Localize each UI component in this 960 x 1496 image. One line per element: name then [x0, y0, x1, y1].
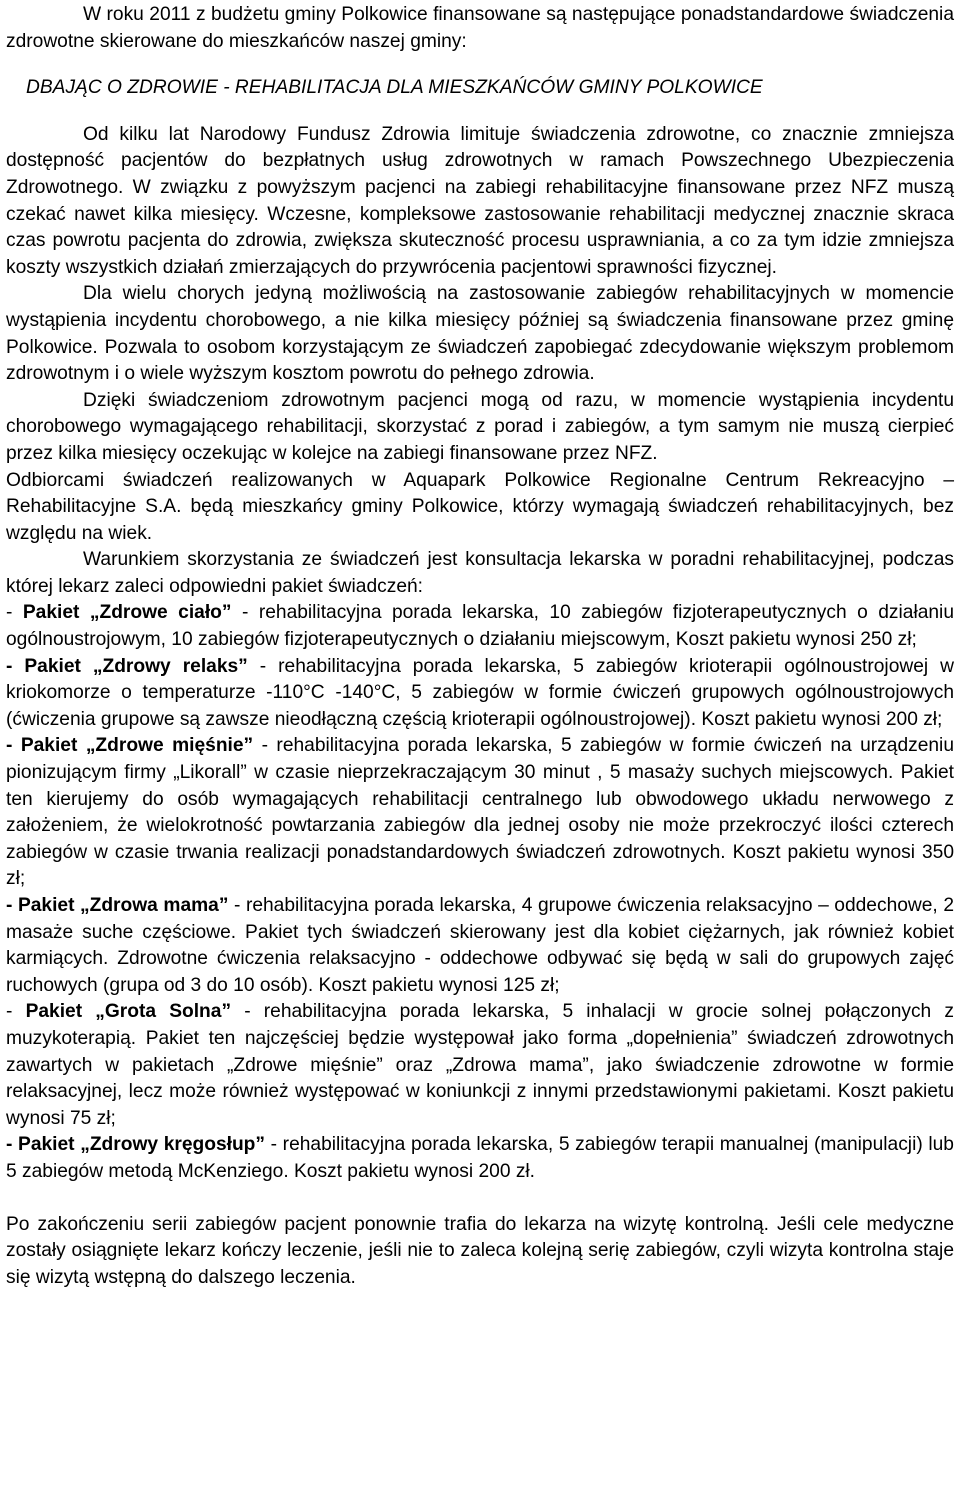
paragraph-immediate-help: Dzięki świadczeniom zdrowotnym pacjenci mogą od razu, w momencie wystąpienia incydentu chorobowego wymagającego rehabilitacji, skorzystać z porad i zabiegów, a tym samym nie muszą cierpieć przez kilka miesięcy oczekując w kolejce na zabiegi finansowane przez NFZ.: [6, 389, 954, 464]
package-description: - rehabilitacyjna porada lekarska, 5 zabiegów terapii manualnej (manipulacji) lub 5 zabiegów metodą McKenziego. Koszt pakietu wynosi 200 zł.: [6, 1134, 954, 1182]
section-heading: DBAJĄC O ZDROWIE - REHABILITACJA DLA MIESZKAŃCÓW GMINY POLKOWICE: [26, 77, 763, 99]
package-name: Pakiet „Zdrowe ciało”: [22, 602, 232, 624]
package-description: - rehabilitacyjna porada lekarska, 4 grupowe ćwiczenia relaksacyjno – oddechowe, 2 masaże suche częściowe. Pakiet tych świadczeń skierowany jest dla kobiet ciężarnych, jak również kobiet karmiących. Zdrowotne ćwiczenia relaksacyjno - oddechowe odbywać się będą w sali do grupowych zajęć ruchowych (grupa od 3 do 10 osób). Koszt pakietu wynosi 125 zł;: [6, 895, 954, 996]
package-name: - Pakiet „Zdrowa mama”: [6, 895, 229, 916]
intro-paragraph: W roku 2011 z budżetu gminy Polkowice finansowane są następujące ponadstandardowe świadczenia zdrowotne skierowane do mieszkańców naszej gminy:: [6, 4, 954, 52]
package-item: [6, 893, 954, 999]
package-item: [6, 654, 954, 734]
package-prefix: -: [6, 1001, 26, 1023]
closing-paragraph: Po zakończeniu serii zabiegów pacjent ponownie trafia do lekarza na wizytę kontrolną. Jeśli cele medyczne zostały osiągnięte lekarz kończy leczenie, jeśli nie to zaleca kolejną serię zabiegów, czyli wizyta kontrolna staje się wizytą wstępną do dalszego leczenia.: [6, 1213, 954, 1288]
paragraph-recipients: Odbiorcami świadczeń realizowanych w Aquapark Polkowice Regionalne Centrum Rekreacyjno – Rehabilitacyjne S.A. będą mieszkańcy gminy Polkowice, którzy wymagają świadczeń rehabilitacyjnych, bez względu na wiek.: [6, 469, 954, 544]
paragraph-gmina-benefits: Dla wielu chorych jedyną możliwością na zastosowanie zabiegów rehabilitacyjnych w momencie wystąpienia incydentu chorobowego, a nie kilka miesięcy później są świadczenia finansowane przez gminę Polkowice. Pozwala to osobom korzystającym ze świadczeń zapobiegać zdecydowanie większym problemom zdrowotnym i o wiele wyższym kosztom powrotu do pełnego zdrowia.: [6, 283, 954, 385]
package-item: [6, 733, 954, 893]
package-item: [6, 999, 954, 1132]
package-item: [6, 1132, 954, 1185]
package-name: Pakiet „Grota Solna”: [25, 1001, 232, 1023]
paragraph-nfz-limits: Od kilku lat Narodowy Fundusz Zdrowia limituje świadczenia zdrowotne, co znacznie zmniejsza dostępność pacjentów do bezpłatnych usług zdrowotnych w ramach Powszechnego Ubezpieczenia Zdrowotnego. W związku z powyższym pacjenci na zabiegi rehabilitacyjne finansowane przez NFZ muszą czekać nawet kilka miesięcy. Wczesne, kompleksowe zastosowanie rehabilitacji medycznej znacznie skraca czas powrotu pacjenta do zdrowia, zwiększa skuteczność procesu usprawniania, a co za tym idzie zmniejsza koszty wszystkich działań zmierzających do przywrócenia pacjentowi sprawności fizycznej.: [6, 123, 954, 278]
package-name: - Pakiet „Zdrowy kręgosłup”: [6, 1134, 265, 1156]
package-prefix: -: [6, 602, 23, 624]
package-name: - Pakiet „Zdrowe mięśnie”: [6, 735, 254, 757]
package-item: [6, 600, 954, 653]
package-description: - rehabilitacyjna porada lekarska, 5 zabiegów krioterapii ogólnoustrojowej w kriokomorze o temperaturze -110°C -140°C, 5 zabiegów w formie ćwiczeń grupowych ogólnoustrojowych (ćwiczenia grupowe są zawsze nieodłączną częścią krioterapii ogólnoustrojowej). Koszt pakietu wynosi 200 zł;: [6, 655, 954, 730]
package-description: - rehabilitacyjna porada lekarska, 5 inhalacji w grocie solnej połączonych z muzykoterapią. Pakiet ten najczęściej będzie występował jako forma „dopełnienia” świadczeń zdrowotnych zawartych w pakietach „Zdrowe mięśnie” oraz „Zdrowa mama”, jako świadczenie zdrowotne w formie relaksacyjnej, lecz może również występować w koniunkcji z innymi przedstawionymi pakietami. Koszt pakietu wynosi 75 zł;: [6, 1001, 954, 1129]
package-description: - rehabilitacyjna porada lekarska, 10 zabiegów fizjoterapeutycznych o działaniu ogólnoustrojowym, 10 zabiegów fizjoterapeutycznych o działaniu miejscowym, Koszt pakietu wynosi 250 zł;: [6, 602, 954, 651]
paragraph-conditions: Warunkiem skorzystania ze świadczeń jest konsultacja lekarska w poradni rehabilitacyjnej, podczas której lekarz zaleci odpowiedni pakiet świadczeń:: [6, 549, 954, 597]
package-name: - Pakiet „Zdrowy relaks”: [6, 655, 248, 677]
package-description: - rehabilitacyjna porada lekarska, 5 zabiegów w formie ćwiczeń na urządzeniu pionizującym firmy „Likorall” w czasie nieprzekraczającym 30 minut , 5 masaży suchych miejscowych. Pakiet ten kierujemy do osób wymagających rehabilitacji centralnego lub obwodowego układu nerwowego z założeniem, że wielokrotność powtarzania zabiegów dla jednej osoby nie może przekroczyć ilości czterech zabiegów w czasie trwania realizacji ponadstandardowych świadczeń zdrowotnych. Koszt pakietu wynosi 350 zł;: [6, 735, 954, 890]
